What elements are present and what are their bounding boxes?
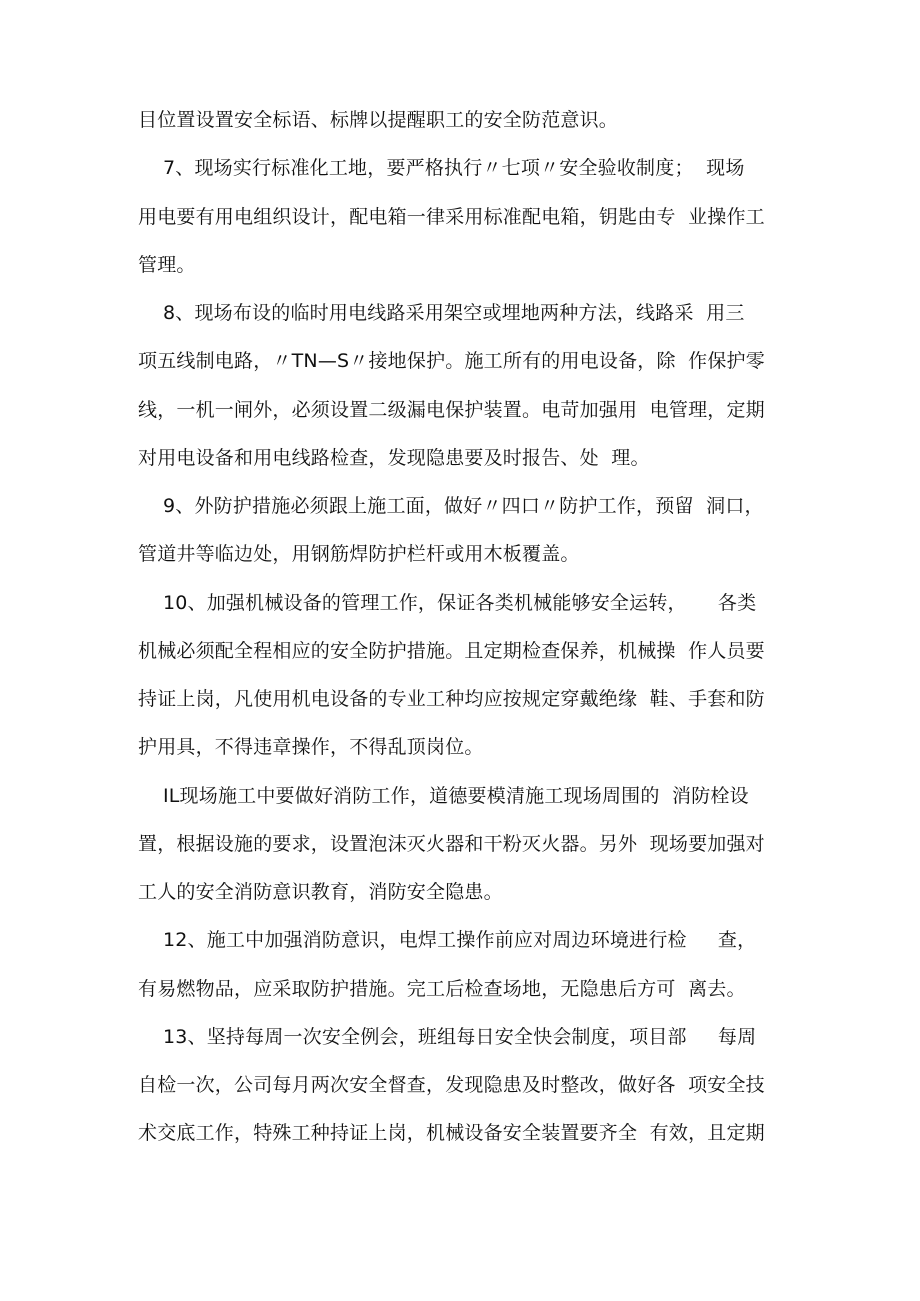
- text-line: 7、现场实行标准化工地，要严格执行〃七项〃安全验收制度； 现场: [138, 157, 745, 179]
- text-line: 项五线制电路，〃TN—S〃接地保护。施工所有的用电设备，除 作保护零: [138, 350, 765, 372]
- text-line: 8、现场布设的临时用电线路采用架空或埋地两种方法，线路采 用三: [138, 302, 745, 324]
- text-line: IL现场施工中要做好消防工作，道德要模清施工现场周围的 消防栓设: [138, 785, 749, 807]
- text-line: 自检一次，公司每月两次安全督查，发现隐患及时整改，做好各 项安全技: [138, 1074, 765, 1096]
- text-line: 管理。: [138, 254, 196, 276]
- text-line: 有易燃物品，应采取防护措施。完工后检查场地，无隐患后方可 离去。: [138, 978, 746, 1000]
- text-line: 置，根据设施的要求，设置泡沫灭火器和干粉灭火器。另外 现场要加强对: [138, 833, 765, 855]
- text-line: 12、施工中加强消防意识，电焊工操作前应对周边环境进行检 查，: [138, 929, 757, 951]
- text-line: 10、加强机械设备的管理工作，保证各类机械能够安全运转， 各类: [138, 592, 757, 614]
- text-line: 护用具，不得违章操作，不得乱顶岗位。: [138, 736, 484, 758]
- text-line: 13、坚持每周一次安全例会，班组每日安全快会制度，项目部 每周: [138, 1026, 757, 1048]
- text-line: 9、外防护措施必须跟上施工面，做好〃四口〃防护工作，预留 洞口，: [138, 495, 764, 517]
- text-line: 线，一机一闸外，必须设置二级漏电保护装置。电苛加强用 电管理，定期: [138, 399, 765, 421]
- text-line: 术交底工作，特殊工种持证上岗，机械设备安全装置要齐全 有效，且定期: [138, 1122, 765, 1144]
- text-line: 目位置设置安全标语、标牌以提醒职工的安全防范意识。: [138, 109, 619, 131]
- text-line: 机械必须配全程相应的安全防护措施。且定期检查保养，机械操 作人员要: [138, 640, 765, 662]
- text-line: 管道井等临边处，用钢筋焊防护栏杆或用木板覆盖。: [138, 543, 580, 565]
- text-line: 持证上岗，凡使用机电设备的专业工种均应按规定穿戴绝缘 鞋、手套和防: [138, 688, 765, 710]
- text-line: 对用电设备和用电线路检查，发现隐患要及时报告、处 理。: [138, 447, 650, 469]
- text-line: 用电要有用电组织设计，配电箱一律采用标准配电箱，钥匙由专 业操作工: [138, 206, 765, 228]
- text-line: 工人的安全消防意识教育，消防安全隐患。: [138, 881, 503, 903]
